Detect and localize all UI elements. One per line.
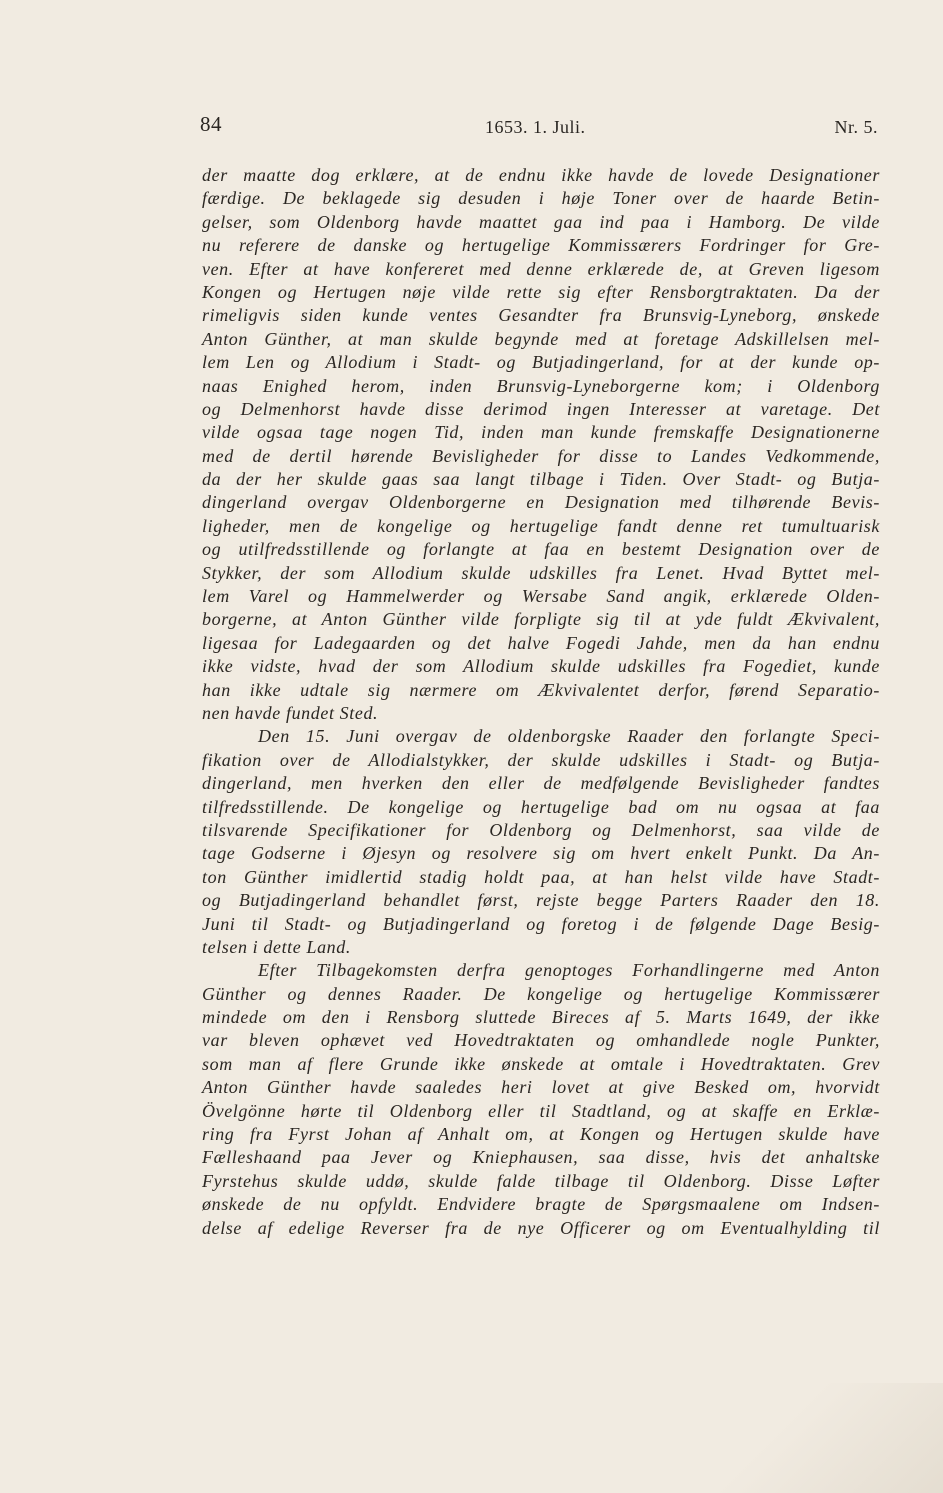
text-line: vilde ogsaa tage nogen Tid, inden man kunde fremskaffe Designationerne [202, 422, 880, 443]
text-line: ikke vidste, hvad der som Allodium skulde udskilles fra Fogediet, kunde [202, 656, 880, 677]
text-line: delse af edelige Reverser fra de nye Officerer og om Eventualhylding til [202, 1217, 880, 1238]
text-line: ligheder, men de kongelige og hertugelige fandt denne ret tumultuarisk [202, 515, 880, 536]
running-header [200, 112, 880, 142]
text-line: Juni til Stadt- og Butjadingerland og foretog i de følgende Dage Besig- [202, 913, 880, 934]
text-line: var bleven ophævet ved Hovedtraktaten og omhandlede nogle Punkter, [202, 1030, 880, 1051]
text-line: Fælleshaand paa Jever og Kniephausen, saa disse, hvis det anhaltske [202, 1147, 880, 1168]
text-line: ven. Efter at have konfereret med denne erklærede de, at Greven ligesom [202, 258, 880, 279]
text-line: og Delmenhorst havde disse derimod ingen Interesser at varetage. Det [202, 398, 880, 419]
text-line: dingerland, men hverken den eller de medfølgende Bevisligheder fandtes [202, 773, 880, 794]
text-line: lem Len og Allodium i Stadt- og Butjadingerland, for at der kunde op- [202, 352, 880, 373]
text-line: lem Varel og Hammelwerder og Wersabe Sand angik, erklærede Olden- [202, 586, 880, 607]
text-line: mindede om den i Rensborg sluttede Bireces af 5. Marts 1649, der ikke [202, 1007, 880, 1028]
text-line: der maatte dog erklære, at de endnu ikke havde de lovede Designationer [202, 165, 880, 185]
text-line: ønskede de nu opfyldt. Endvidere bragte de Spørgsmaalene om Indsen- [202, 1194, 880, 1215]
text-line: telsen i dette Land. [202, 936, 351, 957]
text-line: gelser, som Oldenborg havde maattet gaa ind paa i Hamborg. De vilde [202, 211, 880, 232]
text-line: nu referere de danske og hertugelige Kommissærers Fordringer for Gre- [202, 235, 880, 256]
document-number: Nr. 5. [834, 117, 878, 137]
text-line: tilsvarende Specifikationer for Oldenborg og Delmenhorst, saa vilde de [202, 819, 880, 840]
text-line: og utilfredsstillende og forlangte at faa en bestemt Designation over de [202, 539, 880, 560]
text-line: færdige. De beklagede sig desuden i høje Toner over de haarde Betin- [202, 188, 880, 209]
page-number: 84 [200, 112, 222, 136]
text-line: Övelgönne hørte til Oldenborg eller til Stadtland, og at skaffe en Erklæ- [202, 1100, 880, 1121]
text-line: Stykker, der som Allodium skulde udskilles fra Lenet. Hvad Byttet mel- [202, 562, 880, 583]
text-line: Günther og dennes Raader. De kongelige og hertugelige Kommissærer [202, 983, 880, 1004]
text-line: Anton Günther havde saaledes heri lovet at give Besked om, hvorvidt [202, 1077, 880, 1098]
text-line: tilfredsstillende. De kongelige og hertugelige bad om nu ogsaa at faa [202, 796, 880, 817]
header-date: 1653. 1. Juli. [485, 117, 586, 137]
text-line: han ikke udtale sig nærmere om Ækvivalentet derfor, førend Separatio- [202, 679, 880, 700]
text-line: borgerne, at Anton Günther vilde forpligte sig til at yde fuldt Ækvivalent, [202, 609, 880, 630]
text-line: med de dertil hørende Bevisligheder for disse to Landes Vedkommende, [202, 445, 880, 466]
text-line: Anton Günther, at man skulde begynde med at foretage Adskillelsen mel- [202, 328, 880, 349]
text-line: da der her skulde gaas saa langt tilbage i Tiden. Over Stadt- og Butja- [202, 469, 880, 490]
text-line: nen havde fundet Sted. [202, 702, 379, 723]
text-line: fikation over de Allodialstykker, der skulde udskilles i Stadt- og Butja- [202, 749, 880, 770]
text-line: Den 15. Juni overgav de oldenborgske Raader den forlangte Speci- [258, 726, 880, 747]
text-line: Efter Tilbagekomsten derfra genoptoges Forhandlingerne med Anton [258, 960, 880, 981]
text-line: ton Günther imidlertid stadig holdt paa, at han helst vilde have Stadt- [202, 866, 880, 887]
text-line: rimeligvis siden kunde ventes Gesandter fra Brunsvig-Lyneborg, ønskede [202, 305, 880, 326]
text-line: Kongen og Hertugen nøje vilde rette sig efter Rensborgtraktaten. Da der [202, 281, 880, 302]
text-line: og Butjadingerland behandlet først, rejste begge Parters Raader den 18. [202, 890, 880, 911]
text-line: ligesaa for Ladegaarden og det halve Fogedi Jahde, men da han endnu [202, 632, 880, 653]
text-line: ring fra Fyrst Johan af Anhalt om, at Kongen og Hertugen skulde have [202, 1124, 880, 1145]
text-line: tage Godserne i Øjesyn og resolvere sig om hvert enkelt Punkt. Da An- [202, 843, 880, 864]
text-line: som man af flere Grunde ikke ønskede at omtale i Hovedtraktaten. Grev [202, 1053, 880, 1074]
page-corner-shadow [673, 1383, 943, 1493]
text-line: dingerland overgav Oldenborgerne en Designation med tilhørende Bevis- [202, 492, 880, 513]
body-text [202, 164, 880, 1240]
text-line: naas Enighed herom, inden Brunsvig-Lyneborgerne kom; i Oldenborg [202, 375, 880, 396]
text-line: Fyrstehus skulde uddø, skulde falde tilbage til Oldenborg. Disse Løfter [202, 1170, 880, 1191]
